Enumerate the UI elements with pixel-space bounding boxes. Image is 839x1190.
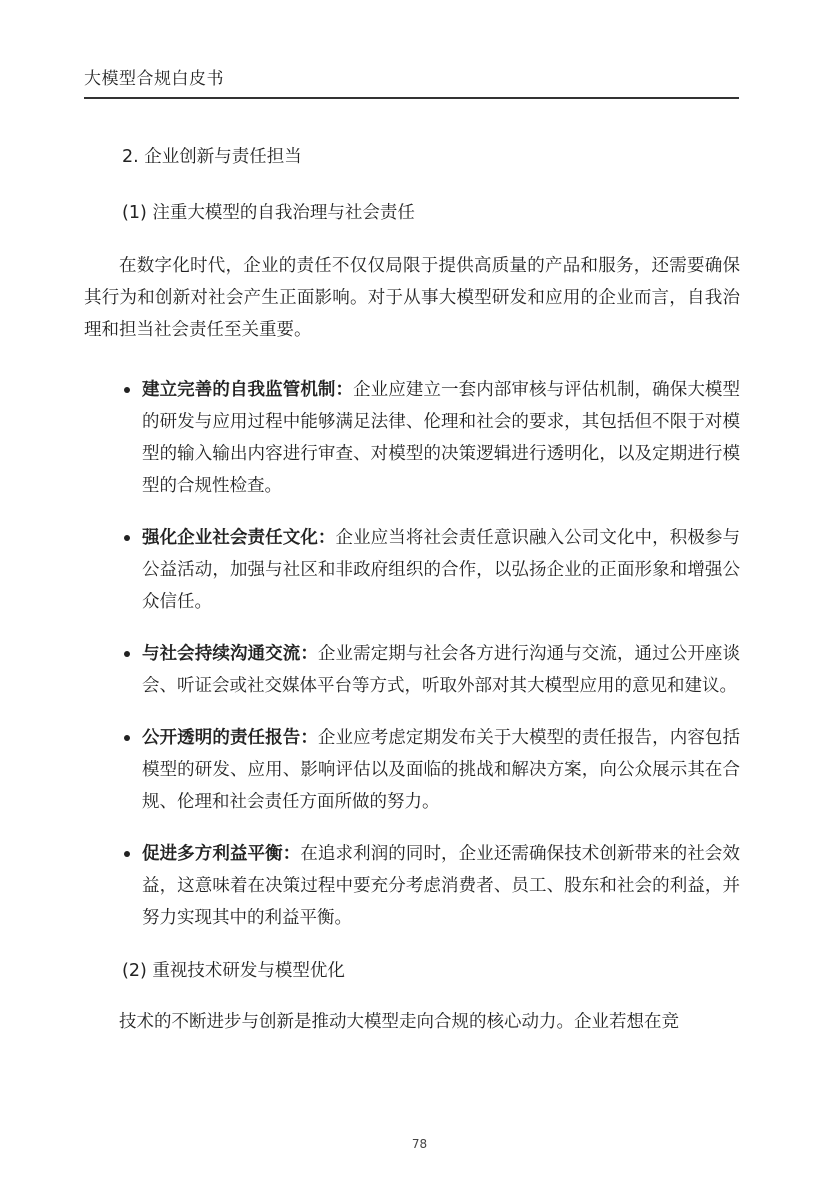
bullet-item-csr-culture [84,522,740,618]
bullet-lead: 强化企业社会责任文化： [142,528,336,548]
bullet-dot [124,651,130,657]
intro-paragraph: 在数字化时代，企业的责任不仅仅局限于提供高质量的产品和服务，还需要确保其行为和创新对社会产生正面影响。对于从事大模型研发和应用的企业而言，自我治理和担当社会责任至关重要。 [84,256,740,340]
bullet-dot [124,535,130,541]
page-content [84,140,740,1038]
bullet-item-social-communication [84,638,740,702]
bullet-text: 企业应考虑定期发布关于大模型的责任报告，内容包括模型的研发、应用、影响评估以及面临的挑战和解决方案，向公众展示其在合规、伦理和社会责任方面所做的努力。 [142,728,741,812]
subsection-heading-1: (1) 注重大模型的自我治理与社会责任 [122,203,415,223]
bullet-lead: 建立完善的自我监管机制： [142,380,354,400]
bullet-text: 企业需定期与社会各方进行沟通与交流，通过公开座谈会、听证会或社交媒体平台等方式，听取外部对其大模型应用的意见和建议。 [142,644,741,696]
tech-intro-paragraph: 技术的不断进步与创新是推动大模型走向合规的核心动力。企业若想在竞 [119,1012,679,1032]
bullet-item-transparent-report [84,722,740,818]
bullet-lead: 公开透明的责任报告： [142,728,318,748]
responsibility-bullet-list [84,374,740,934]
bullet-text: 企业应当将社会责任意识融入公司文化中，积极参与公益活动，加强与社区和非政府组织的合作，以弘扬企业的正面形象和增强公众信任。 [142,528,740,612]
bullet-lead: 促进多方利益平衡： [142,844,301,864]
bullet-dot [124,387,130,393]
bullet-item-stakeholder-balance [84,838,740,934]
running-header-title: 大模型合规白皮书 [84,69,224,89]
bullet-text: 企业应建立一套内部审核与评估机制，确保大模型的研发与应用过程中能够满足法律、伦理和社会的要求，其包括但不限于对模型的输入输出内容进行审查、对模型的决策逻辑进行透明化，以及定期进行模型的合规性检查。 [142,380,741,496]
bullet-dot [124,851,130,857]
section-heading: 2. 企业创新与责任担当 [122,147,302,167]
bullet-text: 在追求利润的同时，企业还需确保技术创新带来的社会效益，这意味着在决策过程中要充分考虑消费者、员工、股东和社会的利益，并努力实现其中的利益平衡。 [142,844,741,928]
header-divider [84,97,739,99]
bullet-dot [124,735,130,741]
page-number: 78 [411,1137,428,1151]
bullet-item-self-regulation [84,374,740,502]
subsection-heading-2: (2) 重视技术研发与模型优化 [122,961,345,981]
bullet-lead: 与社会持续沟通交流： [142,644,318,664]
